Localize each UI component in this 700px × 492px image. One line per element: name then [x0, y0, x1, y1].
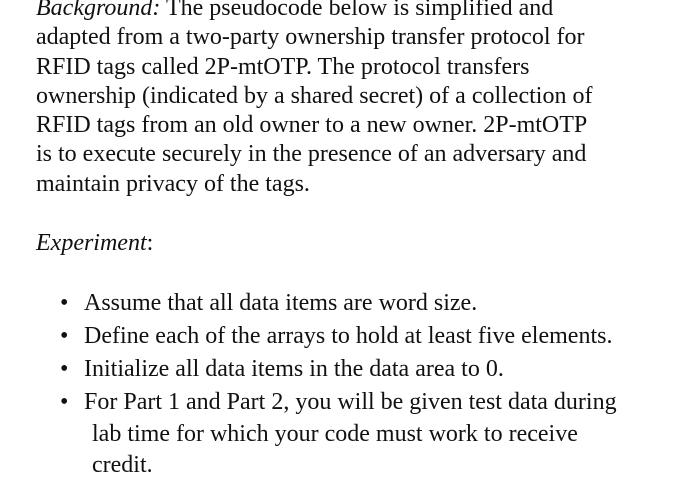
- bullet-dot-3: •: [60, 356, 69, 382]
- bullet-item-3: [60, 353, 690, 386]
- background-paragraph: [36, 0, 676, 199]
- bullet-item-1: [60, 287, 690, 320]
- bullet-text-4: For Part 1 and Part 2, you will be given test data during: [84, 389, 617, 415]
- experiment-bullet-list: [60, 287, 690, 481]
- background-label: Background:: [36, 0, 161, 21]
- background-line-1: The pseudocode below is simplified and: [160, 0, 554, 21]
- bullet-dot-1: •: [60, 290, 69, 316]
- experiment-heading: [36, 228, 153, 258]
- background-first-line: [36, 0, 676, 23]
- background-line-3: RFID tags called 2P-mtOTP. The protocol transfers: [36, 53, 530, 80]
- bullet-text-3: Initialize all data items in the data area to 0.: [84, 356, 504, 382]
- background-line-4: ownership (indicated by a shared secret) of a collection of: [36, 82, 593, 109]
- background-line-7: maintain privacy of the tags.: [36, 170, 310, 197]
- bullet-4-continuation-2: credit.: [92, 452, 153, 478]
- bullet-4-continuation-1: lab time for which your code must work to receive: [92, 421, 578, 447]
- experiment-colon: :: [146, 230, 154, 256]
- experiment-label: Experiment: [36, 230, 147, 256]
- bullet-item-4: [60, 386, 690, 481]
- bullet-dot-4: •: [60, 389, 69, 415]
- background-line-2: adapted from a two-party ownership transfer protocol for: [36, 24, 585, 51]
- bullet-text-1: Assume that all data items are word size.: [84, 290, 478, 316]
- bullet-text-2: Define each of the arrays to hold at least five elements.: [84, 323, 613, 349]
- bullet-item-2: [60, 320, 690, 353]
- background-line-5: RFID tags from an old owner to a new owner. 2P-mtOTP: [36, 112, 588, 139]
- bullet-dot-2: •: [60, 323, 69, 349]
- background-line-6: is to execute securely in the presence of an adversary and: [36, 141, 587, 168]
